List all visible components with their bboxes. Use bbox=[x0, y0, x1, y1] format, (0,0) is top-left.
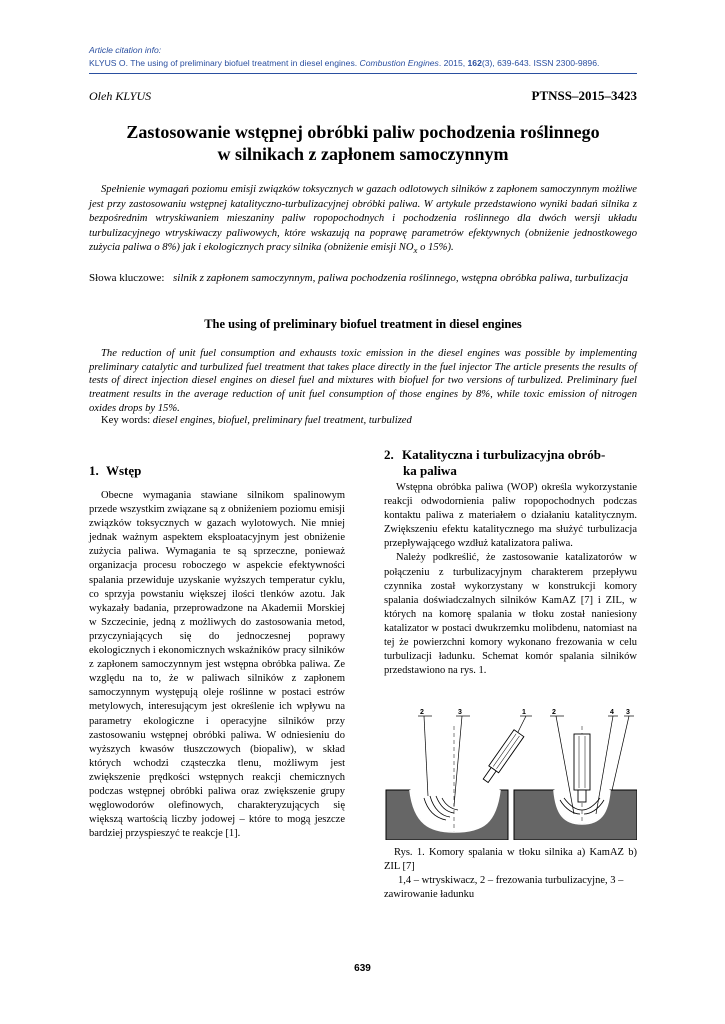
keywords-en bbox=[101, 415, 637, 426]
abstract-pl-text: Spełnienie wymagań poziomu emisji związków toksycznych w gazach odlotowych silników z zapłonem samoczynnym możliwe jest przy zastosowaniu wstępnej katalityczno-turbulizacyjnej obróbki paliwa. W artykule przedstawiono wyniki badań silnika z bezpośrednim wtryskiwaniem mieszaniny paliw ropopochodnych i pochodzenia roślinnego dla dwóch wersji układu turbulizacyjnego wtryskiwaczy paliwowych, które wskazują na poprawę parametrów efektywnych (obniżenie jednostkowego zużycia paliwa o 8%) jak i ekologicznych pracy silnika (obniżenie emisji NO bbox=[89, 184, 637, 253]
citation-block bbox=[89, 44, 649, 70]
section-2-paragraph-2: Należy podkreślić, że zastosowanie katalizatorów w połączeniu z turbulizacyjnym charakterem przepływu czynnika został wykorzystany w konstrukcji komory spalania doświadczalnych silników KamAZ [7] i ZIL, w których na komorę spalania w tłoku został naniesiony katalizator w postaci dwukrzemku molibdenu, natomiast na tej że powierzchni komory wykonano frezowania w celu turbulizacji ładunku. Schemat komór spalania silników przedstawiono na rys. 1. bbox=[384, 552, 637, 677]
keywords-en-label: Key words: bbox=[101, 415, 151, 426]
citation-suffix: (3), 639-643. ISSN 2300-9896. bbox=[481, 58, 600, 68]
figure-legend: 1,4 – wtryskiwacz, 2 – frezowania turbulizacyjne, 3 – zawirowanie ładunku bbox=[384, 875, 624, 901]
figure-caption: Rys. 1. Komory spalania w tłoku silnika a) KamAZ b) ZIL [7] bbox=[384, 847, 637, 873]
section-2-title-line-1: Katalityczna i turbulizacyjna obrób- bbox=[402, 447, 606, 462]
keywords-pl bbox=[89, 271, 637, 286]
page-number: 639 bbox=[354, 963, 371, 974]
abstract-en: The reduction of unit fuel consumption and exhausts toxic emission in the diesel engines was possible by implementing preliminary catalytic and turbulized fuel treatment that takes place directly in the fuel injector The article presents the results of tests of direct injection diesel engines on diesel fuel and mixtures with biofuel for two versions of turbulized. Preliminary fuel treatment results in the average reduction of unit fuel consumption of those engines by 8%, while toxic emission of nitrogen oxides drops by 15%. bbox=[89, 348, 637, 414]
figure-label-2a: 2 bbox=[420, 709, 424, 716]
injector-kamaz bbox=[481, 730, 524, 784]
figure-label-4: 4 bbox=[610, 709, 614, 716]
paper-title bbox=[89, 121, 637, 165]
piston-kamaz bbox=[386, 730, 524, 840]
figure-label-3a: 3 bbox=[458, 709, 462, 716]
title-line-1: Zastosowanie wstępnej obróbki paliw pochodzenia roślinnego bbox=[126, 122, 600, 142]
section-1-body: Obecne wymagania stawiane silnikom spalinowym przede wszystkim związane są z obniżeniem poziomu emisji związków toksycznych w gazach wylotowych. Nie mniej jednak ważnym aspektem eksploatacyjnym jest obniżenie zużycia paliwa. Wymagania te są sprzeczne, ponieważ organizacja procesu roboczego w aspekcie efektywności spalania przewiduje uzyskanie wyższych temperatur cyklu, co sprzyja powstaniu większej ilości tlenków azotu. Jak wykazały badania, przeprowadzone na Akademii Morskiej w Szczecinie, jedną z możliwych do zastosowania metod, przyczyniających się do jednoczesnej poprawy ekologicznych i ekonomicznych wskaźników pracy silników z zapłonem samoczynnym jest wstępna obróbka paliwa. Ze względu na to, że w paliwach silników z zapłonem samoczynnym występują oleje roślinne w postaci estrów metylowych, interesującym jest określenie ich wpływu na parametry ekologiczne i operacyjne silników przy zastosowaniu wstępnej obróbki paliwa. W odniesieniu do wyższych kwasów tłuszczowych (biopaliw), w skład których wchodzi cząsteczka tlenu, możliwym jest zwiększenie prędkości wstępnych reakcji chemicznych podczas wstępnej obróbki paliwa oraz zwiększenie grupy węglowodorów olefinowych, charakteryzujących się większą wartością liczby jodowej – które to mogą jeszcze bardziej przyspieszyć te reakcje [1]. bbox=[89, 490, 345, 840]
section-2-paragraph-1: Wstępna obróbka paliwa (WOP) określa wykorzystanie reakcji odwodornienia paliw ropopochodnych podczas kontaktu paliwa z materiałem o działaniu katalitycznym. Zwiększeniu efektu katalitycznego ma służyć turbulizacja przepływającego wzdłuż katalizatora paliwa. bbox=[384, 482, 637, 550]
injector-zil bbox=[574, 734, 590, 790]
paper-code: PTNSS–2015–3423 bbox=[531, 88, 637, 103]
figure-label-1: 1 bbox=[522, 709, 526, 716]
section-1-heading bbox=[89, 463, 141, 479]
citation-label: Article citation info: bbox=[89, 45, 162, 55]
author-name: Oleh KLYUS bbox=[89, 89, 152, 103]
keywords-pl-label: Słowa kluczowe: bbox=[89, 272, 165, 284]
section-1-number: 1. bbox=[89, 463, 99, 478]
piston-zil bbox=[514, 734, 637, 840]
english-title: The using of preliminary biofuel treatment in diesel engines bbox=[204, 317, 522, 331]
abstract-pl-tail: o 15%). bbox=[417, 242, 454, 253]
figure-labels bbox=[420, 709, 630, 716]
figure-label-2b: 2 bbox=[552, 709, 556, 716]
citation-journal: Combustion Engines bbox=[359, 58, 439, 68]
citation-divider bbox=[89, 73, 637, 74]
abstract-pl bbox=[89, 183, 637, 258]
section-2-heading bbox=[384, 447, 637, 479]
section-2-body bbox=[384, 481, 637, 678]
section-2-number: 2. bbox=[384, 447, 394, 462]
abstract-pl-subscript: x bbox=[413, 245, 418, 256]
keywords-pl-text: silnik z zapłonem samoczynnym, paliwa pochodzenia roślinnego, wstępna obróbka paliwa, turbulizacja bbox=[173, 272, 629, 284]
section-1-title: Wstęp bbox=[106, 463, 142, 478]
title-line-2: w silnikach z zapłonem samoczynnym bbox=[217, 144, 509, 164]
citation-mid: . 2015, bbox=[438, 58, 468, 68]
combustion-chamber-figure bbox=[384, 706, 637, 840]
figure-label-3b: 3 bbox=[626, 709, 630, 716]
citation-text bbox=[89, 57, 649, 70]
citation-volume: 162 bbox=[467, 58, 482, 68]
citation-prefix: KLYUS O. The using of preliminary biofuel treatment in diesel engines. bbox=[89, 58, 360, 68]
section-2-title-line-2: ka paliwa bbox=[403, 463, 457, 478]
keywords-en-text: diesel engines, biofuel, preliminary fuel treatment, turbulized bbox=[152, 415, 412, 426]
